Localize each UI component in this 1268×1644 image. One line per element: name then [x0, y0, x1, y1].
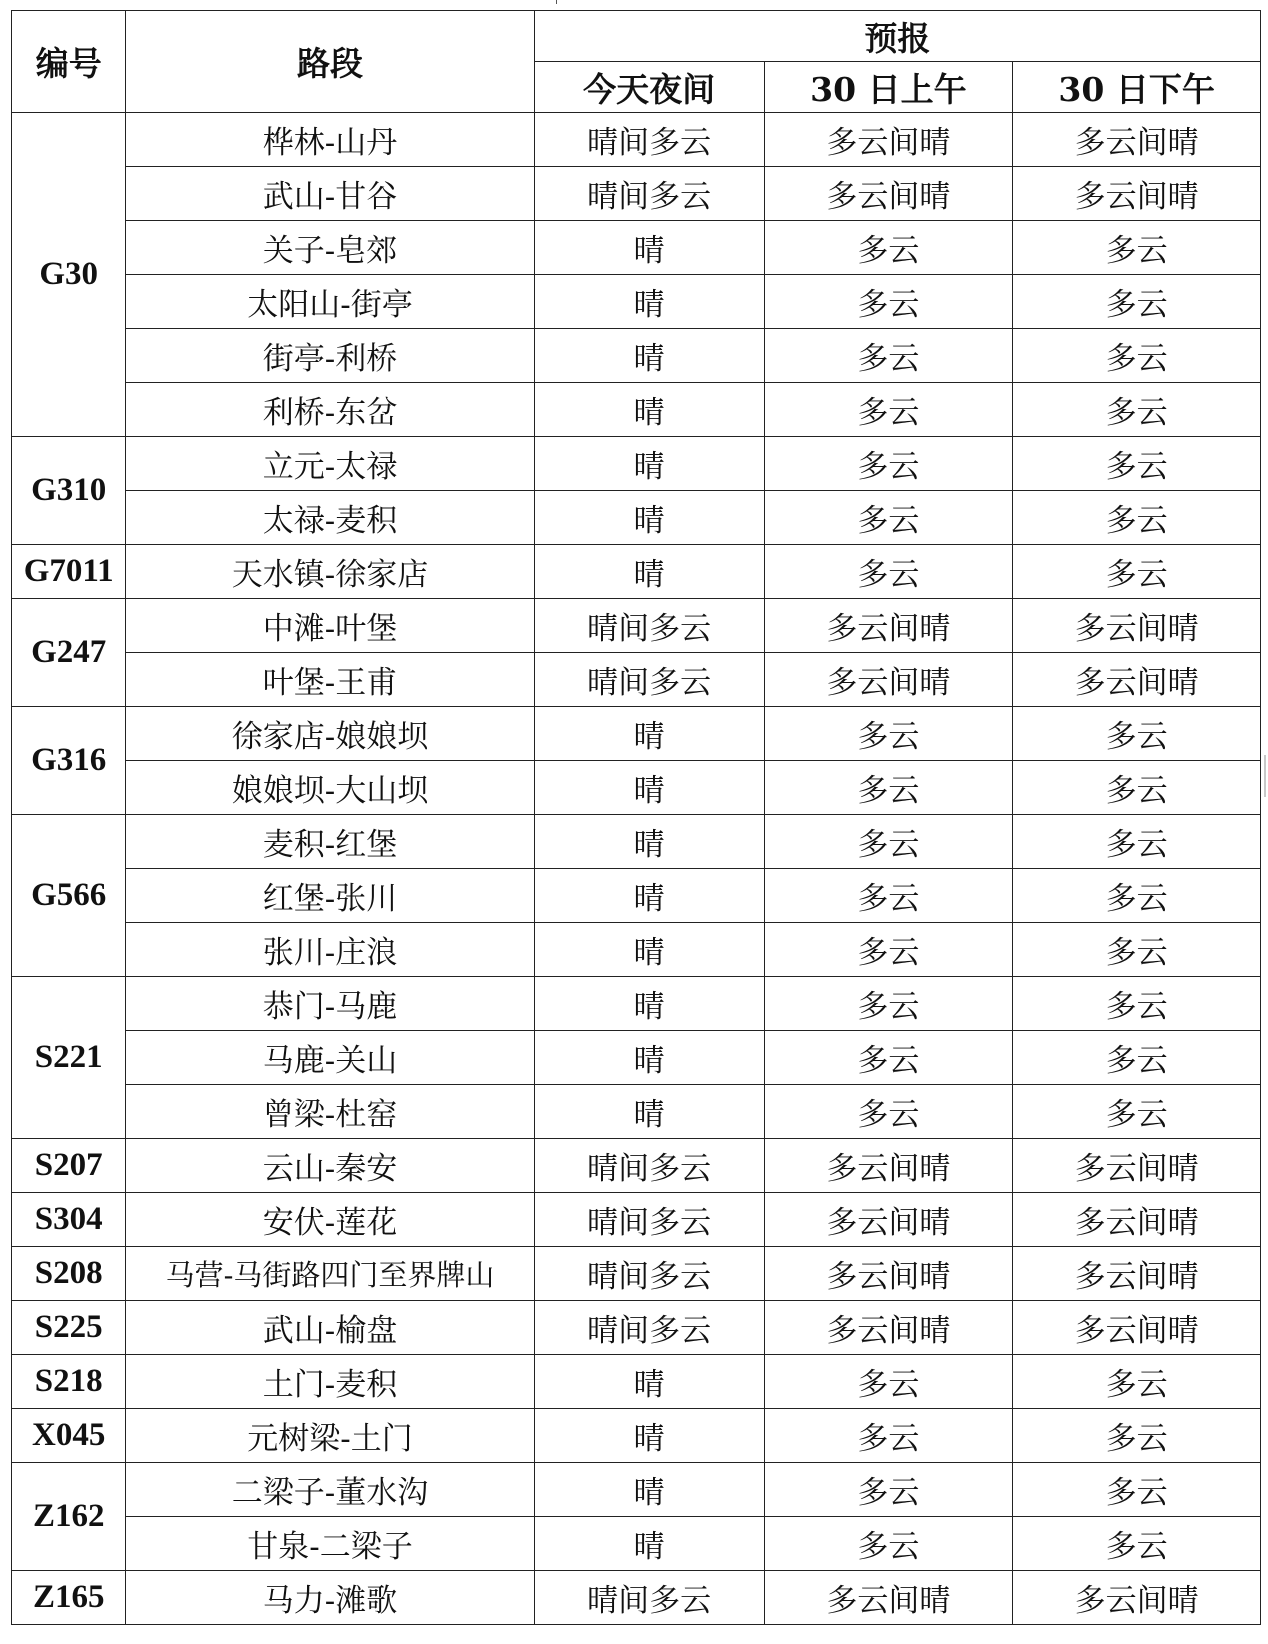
forecast-tonight-cell: 晴 [534, 221, 764, 275]
road-code-cell: S208 [12, 1247, 126, 1301]
forecast-30-afternoon-cell: 多云 [1013, 221, 1261, 275]
road-code-cell: Z165 [12, 1571, 126, 1625]
forecast-30-afternoon-cell: 多云间晴 [1013, 1571, 1261, 1625]
table-row [12, 869, 1261, 923]
table-row [12, 491, 1261, 545]
road-code-cell: S225 [12, 1301, 126, 1355]
road-code-cell: G7011 [12, 545, 126, 599]
forecast-tonight-cell: 晴 [534, 329, 764, 383]
road-segment-cell: 元树梁-土门 [126, 1409, 534, 1463]
forecast-30-morning-cell: 多云间晴 [764, 113, 1013, 167]
forecast-30-afternoon-cell: 多云 [1013, 1085, 1261, 1139]
forecast-30-afternoon-cell: 多云间晴 [1013, 1193, 1261, 1247]
forecast-tonight-cell: 晴 [534, 275, 764, 329]
forecast-30-morning-cell: 多云 [764, 545, 1013, 599]
table-row [12, 1409, 1261, 1463]
road-segment-cell: 曾梁-杜窑 [126, 1085, 534, 1139]
road-segment-cell: 二梁子-董水沟 [126, 1463, 534, 1517]
road-segment-cell: 麦积-红堡 [126, 815, 534, 869]
forecast-30-morning-cell: 多云 [764, 815, 1013, 869]
table-row [12, 1139, 1261, 1193]
road-code-cell: X045 [12, 1409, 126, 1463]
road-segment-cell: 恭门-马鹿 [126, 977, 534, 1031]
forecast-tonight-cell: 晴 [534, 1355, 764, 1409]
table-row [12, 113, 1261, 167]
table-row [12, 707, 1261, 761]
header-period-tonight: 今天夜间 [534, 62, 764, 113]
forecast-30-morning-cell: 多云 [764, 491, 1013, 545]
road-code-cell: S218 [12, 1355, 126, 1409]
forecast-30-afternoon-cell: 多云间晴 [1013, 113, 1261, 167]
table-row [12, 653, 1261, 707]
forecast-tonight-cell: 晴间多云 [534, 113, 764, 167]
forecast-30-morning-cell: 多云 [764, 437, 1013, 491]
table-row [12, 1517, 1261, 1571]
table-row [12, 1301, 1261, 1355]
forecast-30-morning-cell: 多云 [764, 1517, 1013, 1571]
road-segment-cell: 立元-太禄 [126, 437, 534, 491]
forecast-30-morning-cell: 多云 [764, 1031, 1013, 1085]
forecast-30-afternoon-cell: 多云 [1013, 923, 1261, 977]
forecast-tonight-cell: 晴间多云 [534, 1571, 764, 1625]
forecast-30-afternoon-cell: 多云 [1013, 491, 1261, 545]
table-row [12, 1355, 1261, 1409]
forecast-30-afternoon-cell: 多云 [1013, 545, 1261, 599]
road-code-cell: Z162 [12, 1463, 126, 1571]
forecast-30-morning-cell: 多云间晴 [764, 653, 1013, 707]
forecast-tonight-cell: 晴 [534, 1085, 764, 1139]
table-row [12, 275, 1261, 329]
road-code-cell: S304 [12, 1193, 126, 1247]
road-segment-cell: 叶堡-王甫 [126, 653, 534, 707]
table-header [12, 11, 1261, 113]
table-row [12, 1193, 1261, 1247]
table-row [12, 221, 1261, 275]
forecast-30-afternoon-cell: 多云 [1013, 1355, 1261, 1409]
table-row [12, 761, 1261, 815]
road-code-cell: G247 [12, 599, 126, 707]
road-segment-cell: 云山-秦安 [126, 1139, 534, 1193]
table-row [12, 977, 1261, 1031]
forecast-tonight-cell: 晴 [534, 491, 764, 545]
forecast-30-morning-cell: 多云间晴 [764, 1139, 1013, 1193]
forecast-30-afternoon-cell: 多云 [1013, 1463, 1261, 1517]
forecast-tonight-cell: 晴间多云 [534, 1139, 764, 1193]
forecast-30-afternoon-cell: 多云间晴 [1013, 167, 1261, 221]
table-row [12, 1085, 1261, 1139]
forecast-30-morning-cell: 多云 [764, 1463, 1013, 1517]
forecast-tonight-cell: 晴 [534, 977, 764, 1031]
road-weather-forecast-table [11, 10, 1261, 1625]
forecast-30-morning-cell: 多云间晴 [764, 599, 1013, 653]
table-body [12, 113, 1261, 1625]
road-code-cell: G316 [12, 707, 126, 815]
road-segment-cell: 土门-麦积 [126, 1355, 534, 1409]
forecast-tonight-cell: 晴间多云 [534, 1301, 764, 1355]
road-segment-cell: 武山-甘谷 [126, 167, 534, 221]
forecast-30-morning-cell: 多云 [764, 221, 1013, 275]
forecast-tonight-cell: 晴 [534, 545, 764, 599]
table-row [12, 383, 1261, 437]
forecast-30-afternoon-cell: 多云 [1013, 707, 1261, 761]
forecast-30-afternoon-cell: 多云间晴 [1013, 1301, 1261, 1355]
road-segment-cell: 张川-庄浪 [126, 923, 534, 977]
road-code-cell: G310 [12, 437, 126, 545]
forecast-30-afternoon-cell: 多云 [1013, 329, 1261, 383]
forecast-tonight-cell: 晴 [534, 761, 764, 815]
forecast-30-morning-cell: 多云 [764, 1085, 1013, 1139]
table-row [12, 437, 1261, 491]
forecast-tonight-cell: 晴 [534, 815, 764, 869]
header-period-30-afternoon: 30 日下午 [1013, 62, 1261, 113]
forecast-30-morning-cell: 多云间晴 [764, 167, 1013, 221]
road-segment-cell: 桦林-山丹 [126, 113, 534, 167]
road-code-cell: G30 [12, 113, 126, 437]
header-forecast: 预报 [534, 11, 1260, 62]
table-row [12, 1247, 1261, 1301]
forecast-30-morning-cell: 多云 [764, 383, 1013, 437]
header-code: 编号 [12, 11, 126, 113]
forecast-30-morning-cell: 多云 [764, 1355, 1013, 1409]
road-segment-cell: 关子-皂郊 [126, 221, 534, 275]
forecast-30-afternoon-cell: 多云 [1013, 383, 1261, 437]
forecast-30-afternoon-cell: 多云 [1013, 1409, 1261, 1463]
forecast-30-afternoon-cell: 多云 [1013, 761, 1261, 815]
road-segment-cell: 马鹿-关山 [126, 1031, 534, 1085]
forecast-30-afternoon-cell: 多云 [1013, 1031, 1261, 1085]
forecast-30-morning-cell: 多云间晴 [764, 1301, 1013, 1355]
forecast-30-morning-cell: 多云间晴 [764, 1247, 1013, 1301]
table-row [12, 923, 1261, 977]
forecast-30-morning-cell: 多云 [764, 329, 1013, 383]
forecast-30-morning-cell: 多云间晴 [764, 1193, 1013, 1247]
road-code-cell: S221 [12, 977, 126, 1139]
forecast-30-afternoon-cell: 多云 [1013, 437, 1261, 491]
table-row [12, 599, 1261, 653]
forecast-30-morning-cell: 多云 [764, 707, 1013, 761]
forecast-30-afternoon-cell: 多云间晴 [1013, 1247, 1261, 1301]
road-segment-cell: 街亭-利桥 [126, 329, 534, 383]
forecast-tonight-cell: 晴 [534, 869, 764, 923]
header-period-30-morning: 30 日上午 [764, 62, 1013, 113]
table-row [12, 329, 1261, 383]
forecast-tonight-cell: 晴间多云 [534, 167, 764, 221]
road-segment-cell: 马营-马街路四门至界牌山 [126, 1247, 534, 1301]
header-segment: 路段 [126, 11, 534, 113]
forecast-tonight-cell: 晴间多云 [534, 599, 764, 653]
road-segment-cell: 安伏-莲花 [126, 1193, 534, 1247]
table-row [12, 545, 1261, 599]
road-segment-cell: 太禄-麦积 [126, 491, 534, 545]
forecast-tonight-cell: 晴间多云 [534, 1247, 764, 1301]
forecast-tonight-cell: 晴 [534, 383, 764, 437]
forecast-30-morning-cell: 多云 [764, 977, 1013, 1031]
forecast-30-afternoon-cell: 多云间晴 [1013, 653, 1261, 707]
forecast-tonight-cell: 晴 [534, 1409, 764, 1463]
page-top-mark [556, 0, 557, 4]
page-right-mark [1264, 755, 1266, 797]
forecast-30-afternoon-cell: 多云 [1013, 815, 1261, 869]
table-row [12, 815, 1261, 869]
road-segment-cell: 马力-滩歌 [126, 1571, 534, 1625]
road-code-cell: S207 [12, 1139, 126, 1193]
header-row-top [12, 11, 1261, 62]
forecast-30-morning-cell: 多云 [764, 923, 1013, 977]
forecast-tonight-cell: 晴间多云 [534, 1193, 764, 1247]
road-segment-cell: 徐家店-娘娘坝 [126, 707, 534, 761]
road-segment-cell: 天水镇-徐家店 [126, 545, 534, 599]
forecast-30-afternoon-cell: 多云 [1013, 869, 1261, 923]
road-segment-cell: 红堡-张川 [126, 869, 534, 923]
forecast-30-morning-cell: 多云 [764, 869, 1013, 923]
road-segment-cell: 利桥-东岔 [126, 383, 534, 437]
road-segment-cell: 娘娘坝-大山坝 [126, 761, 534, 815]
table-row [12, 167, 1261, 221]
road-segment-cell: 甘泉-二梁子 [126, 1517, 534, 1571]
forecast-tonight-cell: 晴间多云 [534, 653, 764, 707]
table-row [12, 1031, 1261, 1085]
forecast-tonight-cell: 晴 [534, 707, 764, 761]
forecast-30-morning-cell: 多云间晴 [764, 1571, 1013, 1625]
forecast-tonight-cell: 晴 [534, 1463, 764, 1517]
forecast-30-morning-cell: 多云 [764, 275, 1013, 329]
table-row [12, 1463, 1261, 1517]
forecast-30-afternoon-cell: 多云间晴 [1013, 599, 1261, 653]
forecast-30-afternoon-cell: 多云间晴 [1013, 1139, 1261, 1193]
forecast-tonight-cell: 晴 [534, 1517, 764, 1571]
road-code-cell: G566 [12, 815, 126, 977]
forecast-tonight-cell: 晴 [534, 923, 764, 977]
forecast-tonight-cell: 晴 [534, 437, 764, 491]
forecast-30-morning-cell: 多云 [764, 1409, 1013, 1463]
forecast-30-afternoon-cell: 多云 [1013, 275, 1261, 329]
forecast-30-afternoon-cell: 多云 [1013, 977, 1261, 1031]
forecast-30-afternoon-cell: 多云 [1013, 1517, 1261, 1571]
forecast-30-morning-cell: 多云 [764, 761, 1013, 815]
road-segment-cell: 太阳山-街亭 [126, 275, 534, 329]
forecast-tonight-cell: 晴 [534, 1031, 764, 1085]
road-segment-cell: 中滩-叶堡 [126, 599, 534, 653]
road-segment-cell: 武山-榆盘 [126, 1301, 534, 1355]
table-row [12, 1571, 1261, 1625]
